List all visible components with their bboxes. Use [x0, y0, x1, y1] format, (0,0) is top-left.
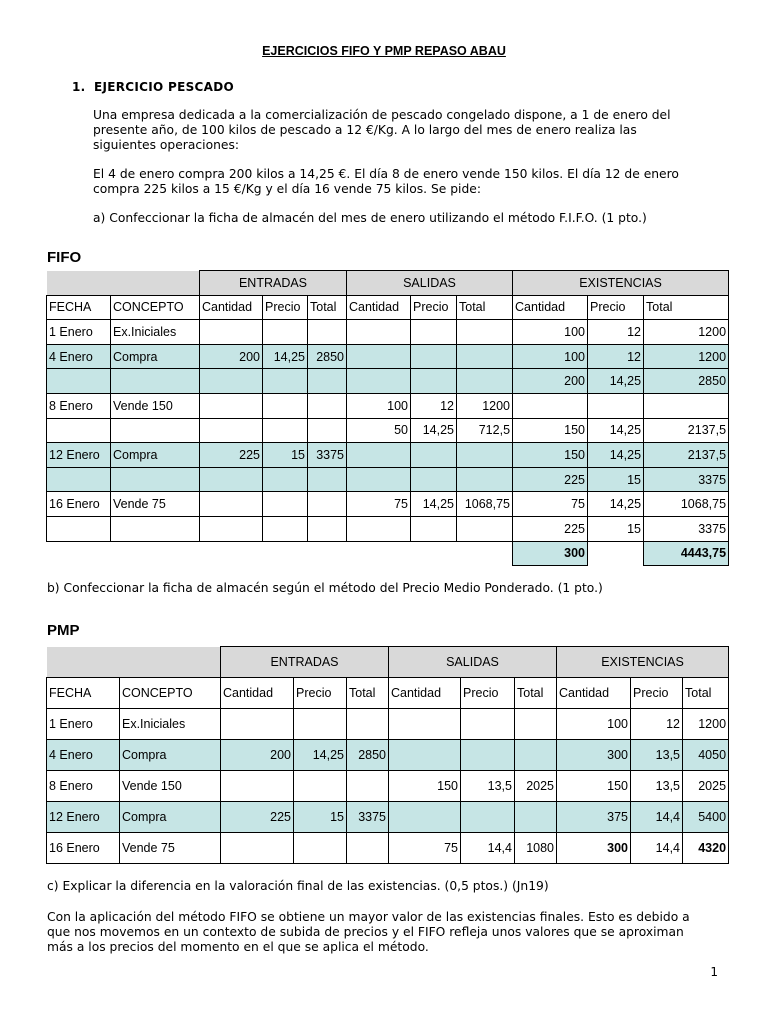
- table-cell: [347, 443, 411, 468]
- table-cell: 12: [588, 344, 644, 369]
- table-cell: 300: [557, 740, 631, 771]
- table-cell: 225: [221, 802, 294, 833]
- blank-cell: [588, 541, 644, 566]
- table-cell: Compra: [111, 344, 200, 369]
- page-number: 1: [710, 965, 718, 979]
- table-row: [47, 833, 729, 864]
- table-cell: 12 Enero: [47, 802, 120, 833]
- exercise-number: 1.: [72, 80, 86, 94]
- table-cell: [461, 802, 515, 833]
- fifo-section-label: FIFO: [47, 249, 82, 266]
- table-cell: Vende 150: [111, 393, 200, 418]
- column-header-cell: Total: [457, 295, 513, 320]
- table-cell: 50: [347, 418, 411, 443]
- table-cell: 150: [513, 443, 588, 468]
- question-c: c) Explicar la diferencia en la valoración final de las existencias. (0,5 ptos.) (Jn19): [47, 879, 549, 893]
- table-cell: [411, 443, 457, 468]
- table-cell: [347, 467, 411, 492]
- column-header-cell: FECHA: [47, 295, 111, 320]
- group-header-cell: ENTRADAS: [221, 647, 389, 678]
- table-cell: 200: [200, 344, 263, 369]
- column-header-row: [47, 678, 729, 709]
- table-cell: [457, 320, 513, 345]
- table-cell: [347, 709, 389, 740]
- column-header-cell: Total: [308, 295, 347, 320]
- column-header-cell: Cantidad: [557, 678, 631, 709]
- table-cell: [308, 492, 347, 517]
- table-row: [47, 492, 729, 517]
- blank-cell: [47, 541, 513, 566]
- group-header-cell: SALIDAS: [347, 271, 513, 296]
- column-header-cell: Precio: [294, 678, 347, 709]
- table-cell: [263, 320, 308, 345]
- table-cell: [47, 418, 111, 443]
- table-cell: [513, 393, 588, 418]
- table-cell: 100: [557, 709, 631, 740]
- column-header-cell: CONCEPTO: [111, 295, 200, 320]
- table-cell: [411, 344, 457, 369]
- table-cell: [263, 467, 308, 492]
- table-cell: 712,5: [457, 418, 513, 443]
- table-cell: [515, 709, 557, 740]
- table-cell: [200, 492, 263, 517]
- table-cell: 2850: [347, 740, 389, 771]
- table-cell: 3375: [308, 443, 347, 468]
- table-cell: 150: [389, 771, 461, 802]
- table-cell: [389, 802, 461, 833]
- table-cell: [461, 740, 515, 771]
- table-cell: [411, 320, 457, 345]
- group-header-cell: ENTRADAS: [200, 271, 347, 296]
- table-cell: [294, 833, 347, 864]
- table-cell: Vende 75: [120, 833, 221, 864]
- column-header-cell: Cantidad: [513, 295, 588, 320]
- table-cell: [457, 369, 513, 394]
- table-cell: [111, 369, 200, 394]
- table-row: [47, 393, 729, 418]
- blank-cell: [47, 271, 200, 296]
- table-cell: 1200: [683, 709, 729, 740]
- column-header-cell: Cantidad: [200, 295, 263, 320]
- table-cell: 14,25: [263, 344, 308, 369]
- table-cell: [347, 344, 411, 369]
- table-row: [47, 320, 729, 345]
- table-cell: 225: [200, 443, 263, 468]
- table-cell: 75: [513, 492, 588, 517]
- table-cell: [294, 709, 347, 740]
- table-cell: 3375: [644, 516, 729, 541]
- table-cell: 1068,75: [457, 492, 513, 517]
- table-row: [47, 344, 729, 369]
- total-quantity-cell: 300: [513, 541, 588, 566]
- table-cell: [200, 320, 263, 345]
- table-cell: 2850: [644, 369, 729, 394]
- table-cell: 14,25: [294, 740, 347, 771]
- table-cell: 14,25: [588, 369, 644, 394]
- table-cell: [47, 516, 111, 541]
- table-cell: 13,5: [631, 740, 683, 771]
- table-cell: 15: [588, 516, 644, 541]
- table-cell: [389, 740, 461, 771]
- pmp-section-label: PMP: [47, 622, 80, 639]
- table-cell: 1080: [515, 833, 557, 864]
- table-cell: [221, 833, 294, 864]
- intro-line: Una empresa dedicada a la comercialización de pescado congelado dispone, a 1 de enero del: [93, 108, 671, 122]
- group-header-cell: EXISTENCIAS: [513, 271, 729, 296]
- table-row: [47, 369, 729, 394]
- pmp-table: [46, 646, 729, 864]
- table-cell: [461, 709, 515, 740]
- table-cell: 1 Enero: [47, 709, 120, 740]
- answer-paragraph: [47, 910, 737, 955]
- table-cell: 12: [631, 709, 683, 740]
- exercise-heading-text: EJERCICIO PESCADO: [94, 80, 235, 94]
- table-cell: [200, 369, 263, 394]
- table-cell: Ex.Iniciales: [120, 709, 221, 740]
- table-cell: [457, 467, 513, 492]
- intro-line: siguientes operaciones:: [93, 138, 239, 152]
- table-cell: 4050: [683, 740, 729, 771]
- table-cell: [588, 393, 644, 418]
- group-header-row: [47, 647, 729, 678]
- table-cell: 200: [513, 369, 588, 394]
- table-cell: [221, 771, 294, 802]
- table-cell: 13,5: [631, 771, 683, 802]
- table-cell: 100: [347, 393, 411, 418]
- table-cell: [221, 709, 294, 740]
- table-cell: 75: [347, 492, 411, 517]
- fifo-table: [46, 270, 729, 566]
- table-cell: [47, 467, 111, 492]
- table-cell: 14,4: [461, 833, 515, 864]
- table-cell: 14,4: [631, 802, 683, 833]
- table-cell: 2850: [308, 344, 347, 369]
- operations-line: compra 225 kilos a 15 €/Kg y el día 16 vende 75 kilos. Se pide:: [93, 182, 481, 196]
- table-cell: [263, 369, 308, 394]
- table-cell: [111, 516, 200, 541]
- table-cell: 15: [263, 443, 308, 468]
- table-cell: 13,5: [461, 771, 515, 802]
- column-header-cell: Total: [347, 678, 389, 709]
- table-cell: [263, 516, 308, 541]
- totals-row: [47, 541, 729, 566]
- table-cell: 16 Enero: [47, 833, 120, 864]
- question-a: a) Confeccionar la ficha de almacén del mes de enero utilizando el método F.I.F.O. (1 pto.): [93, 211, 647, 225]
- table-cell: Vende 75: [111, 492, 200, 517]
- table-cell: 150: [513, 418, 588, 443]
- table-cell: 225: [513, 467, 588, 492]
- table-cell: [457, 516, 513, 541]
- table-cell: [263, 492, 308, 517]
- intro-line: presente año, de 100 kilos de pescado a 12 €/Kg. A lo largo del mes de enero realiza las: [93, 123, 637, 137]
- table-cell: [457, 344, 513, 369]
- table-cell: 14,25: [588, 418, 644, 443]
- table-cell: 15: [588, 467, 644, 492]
- table-cell: 100: [513, 320, 588, 345]
- table-cell: 15: [294, 802, 347, 833]
- total-value-cell: 4443,75: [644, 541, 729, 566]
- table-cell: [515, 740, 557, 771]
- table-cell: [308, 467, 347, 492]
- column-header-cell: Total: [515, 678, 557, 709]
- column-header-cell: FECHA: [47, 678, 120, 709]
- table-cell: [308, 393, 347, 418]
- table-cell: 12 Enero: [47, 443, 111, 468]
- table-row: [47, 740, 729, 771]
- table-cell: [308, 320, 347, 345]
- table-row: [47, 443, 729, 468]
- table-cell: 100: [513, 344, 588, 369]
- table-cell: 375: [557, 802, 631, 833]
- table-cell: [347, 771, 389, 802]
- table-cell: [263, 393, 308, 418]
- answer-line: que nos movemos en un contexto de subida de precios y el FIFO refleja unos valores que se aproximan: [47, 925, 684, 939]
- column-header-cell: Precio: [411, 295, 457, 320]
- answer-line: Con la aplicación del método FIFO se obtiene un mayor valor de las existencias finales. Esto es debido a: [47, 910, 690, 924]
- table-cell: 14,25: [588, 492, 644, 517]
- table-cell: [47, 369, 111, 394]
- table-cell: 3375: [644, 467, 729, 492]
- table-cell: 1068,75: [644, 492, 729, 517]
- table-cell: 1200: [457, 393, 513, 418]
- table-cell: [200, 393, 263, 418]
- column-header-cell: Precio: [631, 678, 683, 709]
- table-cell: [308, 516, 347, 541]
- table-cell: [457, 443, 513, 468]
- table-cell: [200, 516, 263, 541]
- table-cell: 4320: [683, 833, 729, 864]
- table-cell: [263, 418, 308, 443]
- table-cell: 12: [411, 393, 457, 418]
- group-header-cell: EXISTENCIAS: [557, 647, 729, 678]
- table-cell: 12: [588, 320, 644, 345]
- group-header-row: [47, 271, 729, 296]
- table-cell: [111, 418, 200, 443]
- column-header-cell: Precio: [263, 295, 308, 320]
- table-cell: [294, 771, 347, 802]
- question-b: b) Confeccionar la ficha de almacén según el método del Precio Medio Ponderado. (1 pto.): [47, 581, 603, 595]
- table-cell: 75: [389, 833, 461, 864]
- table-cell: [347, 320, 411, 345]
- table-row: [47, 418, 729, 443]
- document-title: EJERCICIOS FIFO Y PMP REPASO ABAU: [262, 44, 506, 58]
- table-cell: 2137,5: [644, 418, 729, 443]
- table-cell: [200, 418, 263, 443]
- table-cell: Compra: [111, 443, 200, 468]
- column-header-cell: Precio: [588, 295, 644, 320]
- table-cell: 5400: [683, 802, 729, 833]
- table-cell: [347, 516, 411, 541]
- table-cell: 1200: [644, 320, 729, 345]
- table-cell: [200, 467, 263, 492]
- table-cell: 4 Enero: [47, 740, 120, 771]
- table-row: [47, 709, 729, 740]
- table-row: [47, 802, 729, 833]
- table-cell: [515, 802, 557, 833]
- table-cell: [347, 369, 411, 394]
- table-cell: 14,25: [411, 418, 457, 443]
- answer-line: más a los precios del momento en el que se aplica el método.: [47, 940, 429, 954]
- table-cell: 1200: [644, 344, 729, 369]
- table-cell: [644, 393, 729, 418]
- table-cell: 8 Enero: [47, 771, 120, 802]
- table-cell: Compra: [120, 802, 221, 833]
- operations-paragraph: [93, 167, 733, 197]
- table-cell: 14,25: [411, 492, 457, 517]
- table-row: [47, 467, 729, 492]
- column-header-cell: Total: [644, 295, 729, 320]
- table-cell: 14,4: [631, 833, 683, 864]
- intro-paragraph: [93, 108, 733, 153]
- table-cell: 4 Enero: [47, 344, 111, 369]
- table-cell: 300: [557, 833, 631, 864]
- column-header-cell: Cantidad: [221, 678, 294, 709]
- group-header-cell: SALIDAS: [389, 647, 557, 678]
- table-row: [47, 771, 729, 802]
- operations-line: El 4 de enero compra 200 kilos a 14,25 €. El día 8 de enero vende 150 kilos. El día 12 de enero: [93, 167, 679, 181]
- column-header-cell: CONCEPTO: [120, 678, 221, 709]
- exercise-heading: [72, 80, 234, 94]
- table-cell: [411, 369, 457, 394]
- column-header-row: [47, 295, 729, 320]
- table-cell: Compra: [120, 740, 221, 771]
- table-cell: 1 Enero: [47, 320, 111, 345]
- table-row: [47, 516, 729, 541]
- table-cell: [389, 709, 461, 740]
- table-cell: 2137,5: [644, 443, 729, 468]
- column-header-cell: Total: [683, 678, 729, 709]
- table-cell: 225: [513, 516, 588, 541]
- table-cell: [347, 833, 389, 864]
- table-cell: [411, 516, 457, 541]
- table-cell: 3375: [347, 802, 389, 833]
- table-cell: 200: [221, 740, 294, 771]
- table-cell: [111, 467, 200, 492]
- table-cell: [308, 369, 347, 394]
- column-header-cell: Precio: [461, 678, 515, 709]
- blank-cell: [47, 647, 221, 678]
- table-cell: [308, 418, 347, 443]
- table-cell: [411, 467, 457, 492]
- column-header-cell: Cantidad: [389, 678, 461, 709]
- table-cell: 2025: [515, 771, 557, 802]
- column-header-cell: Cantidad: [347, 295, 411, 320]
- table-cell: Vende 150: [120, 771, 221, 802]
- table-cell: 8 Enero: [47, 393, 111, 418]
- table-cell: 14,25: [588, 443, 644, 468]
- table-cell: 150: [557, 771, 631, 802]
- table-cell: 16 Enero: [47, 492, 111, 517]
- table-cell: 2025: [683, 771, 729, 802]
- table-cell: Ex.Iniciales: [111, 320, 200, 345]
